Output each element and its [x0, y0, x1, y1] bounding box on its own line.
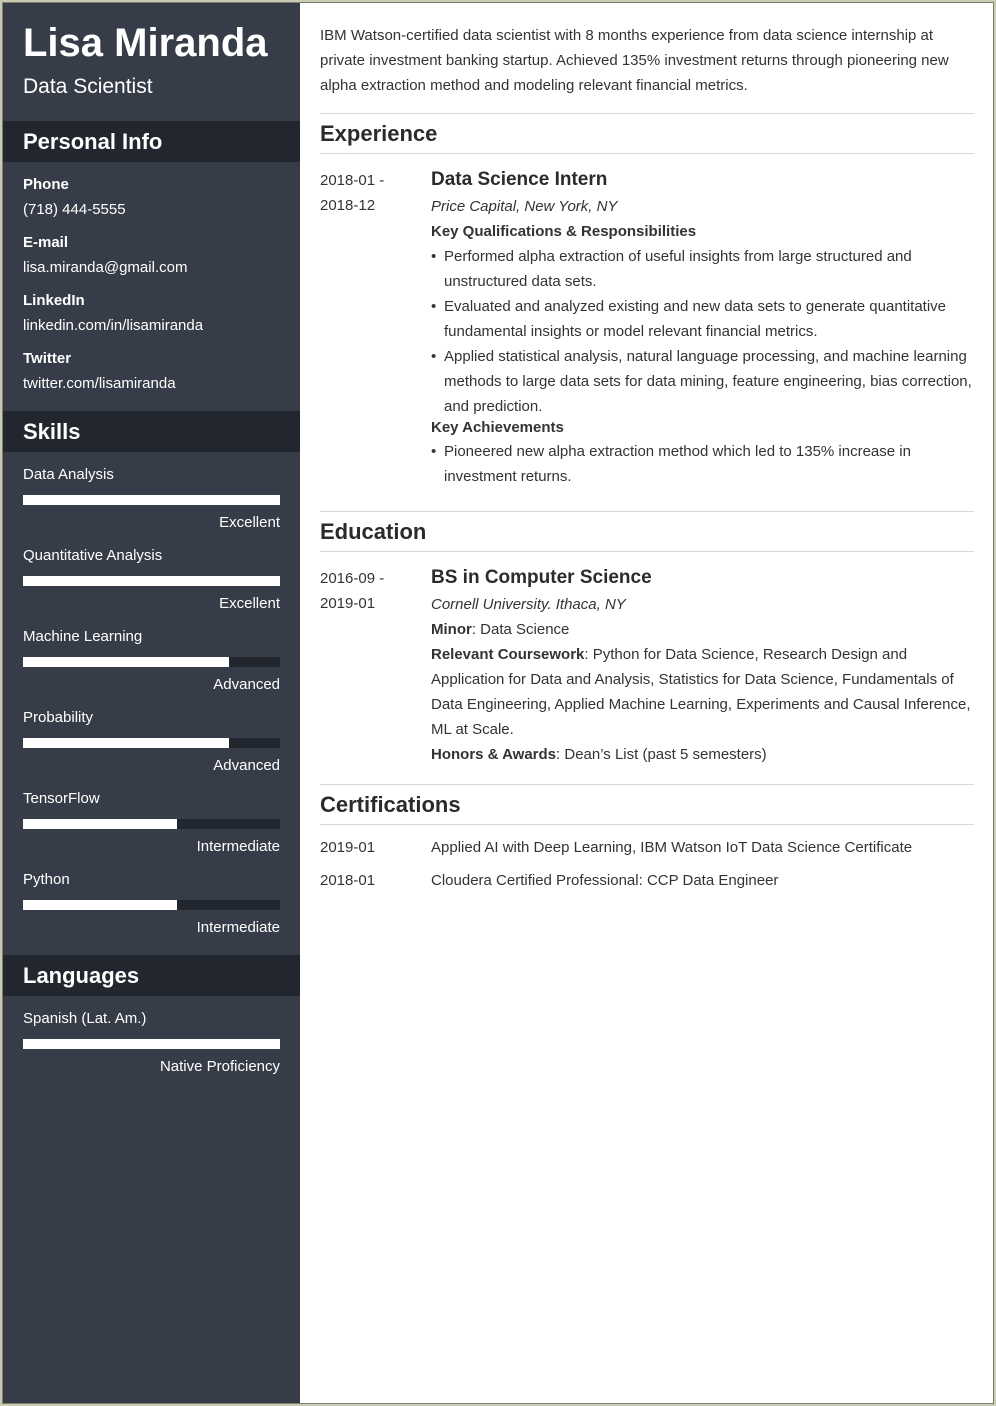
skill-level: Advanced [213, 757, 280, 774]
qualifications-heading: Key Qualifications & Responsibilities [431, 223, 697, 240]
experience-date-start: 2018-01 - [320, 172, 385, 189]
divider [320, 153, 974, 154]
responsibilities-list [431, 244, 976, 419]
skill-bar-fill [23, 819, 177, 829]
skill-bar [23, 900, 280, 910]
education-entry [431, 564, 976, 767]
skill-name: TensorFlow [23, 790, 100, 807]
divider [320, 511, 974, 512]
skills-heading: Skills [3, 411, 300, 452]
degree: BS in Computer Science [431, 567, 652, 588]
skill-level: Excellent [219, 595, 280, 612]
minor-line [431, 617, 976, 642]
skill-name: Quantitative Analysis [23, 547, 163, 564]
list-item: • Applied statistical analysis, natural language processing, and machine learning methods to large data sets for data mining, feature engineering, bias correction, and prediction. [431, 344, 976, 419]
honors-label: Honors & Awards [431, 746, 557, 763]
twitter-value: twitter.com/lisamiranda [23, 375, 176, 392]
achievements-heading: Key Achievements [431, 419, 564, 436]
skill-bar [23, 576, 280, 586]
certification-date: 2018-01 [320, 872, 376, 889]
list-item: • Pioneered new alpha extraction method which led to 135% increase in investment returns. [431, 439, 976, 489]
experience-heading: Experience [320, 121, 438, 146]
main-content [320, 3, 974, 1403]
personal-info-heading: Personal Info [3, 121, 300, 162]
skill-level: Intermediate [196, 919, 280, 936]
skill-bar-fill [23, 657, 229, 667]
skill-level: Advanced [213, 676, 280, 693]
list-item: • Performed alpha extraction of useful insights from large structured and unstructured data sets. [431, 244, 976, 294]
linkedin-value: linkedin.com/in/lisamiranda [23, 317, 204, 334]
candidate-name: Lisa Miranda [23, 21, 268, 65]
minor-label: Minor [431, 621, 472, 638]
language-bar-fill [23, 1039, 280, 1049]
divider [320, 551, 974, 552]
certifications-heading: Certifications [320, 792, 461, 817]
skill-bar-fill [23, 495, 280, 505]
skill-bar [23, 738, 280, 748]
phone-value: (718) 444-5555 [23, 201, 126, 218]
skill-bar [23, 495, 280, 505]
skill-name: Probability [23, 709, 94, 726]
honors-line [431, 742, 976, 767]
school: Cornell University. Ithaca, NY [431, 596, 626, 613]
list-item: • Evaluated and analyzed existing and new data sets to generate quantitative fundamental insights or model relevant financial metrics. [431, 294, 976, 344]
certification-name: Applied AI with Deep Learning, IBM Watson IoT Data Science Certificate [431, 839, 913, 856]
language-name: Spanish (Lat. Am.) [23, 1010, 147, 1027]
skill-level: Excellent [219, 514, 280, 531]
linkedin-label: LinkedIn [23, 292, 85, 309]
skill-name: Machine Learning [23, 628, 143, 645]
coursework-label: Relevant Coursework [431, 646, 585, 663]
minor-value: : Data Science [471, 621, 570, 638]
certification-date: 2019-01 [320, 839, 376, 856]
email-label: E-mail [23, 234, 69, 251]
achievements-list [431, 439, 976, 489]
sidebar [3, 3, 300, 1403]
divider [320, 784, 974, 785]
language-bar [23, 1039, 280, 1049]
company: Price Capital, New York, NY [431, 198, 618, 215]
phone-label: Phone [23, 176, 69, 193]
divider [320, 113, 974, 114]
experience-date-end: 2018-12 [320, 197, 376, 214]
divider [320, 824, 974, 825]
honors-value: : Dean’s List (past 5 semesters) [556, 746, 767, 763]
email-value: lisa.miranda@gmail.com [23, 259, 188, 276]
coursework-line [431, 642, 976, 742]
skill-bar [23, 657, 280, 667]
skill-bar-fill [23, 738, 229, 748]
coursework-value: : Python for Data Science, Research Design and Application for Data and Analysis, Statistics for Data Science, Fundamentals of Data Engineering, Applied Machine Learning, Experiments and Causal Inference, ML at Scale. [431, 646, 971, 738]
job-title: Data Science Intern [431, 169, 608, 190]
twitter-label: Twitter [23, 350, 72, 367]
languages-heading: Languages [3, 955, 300, 996]
language-level: Native Proficiency [159, 1058, 280, 1075]
skill-name: Data Analysis [23, 466, 114, 483]
experience-date [320, 168, 420, 218]
skill-bar-fill [23, 576, 280, 586]
candidate-title: Data Scientist [23, 75, 153, 98]
education-date [320, 566, 420, 616]
education-heading: Education [320, 519, 427, 544]
experience-entry [431, 166, 976, 489]
summary: IBM Watson-certified data scientist with 8 months experience from data science internship at private investment banking startup. Achieved 135% investment returns through pioneering new alpha extraction method and modeling relevant financial metrics. [320, 27, 949, 94]
education-date-start: 2016-09 - [320, 570, 385, 587]
resume-page [2, 2, 994, 1404]
certification-name: Cloudera Certified Professional: CCP Data Engineer [431, 872, 779, 889]
skill-bar [23, 819, 280, 829]
skill-name: Python [23, 871, 70, 888]
skill-bar-fill [23, 900, 177, 910]
skill-level: Intermediate [196, 838, 280, 855]
education-date-end: 2019-01 [320, 595, 376, 612]
